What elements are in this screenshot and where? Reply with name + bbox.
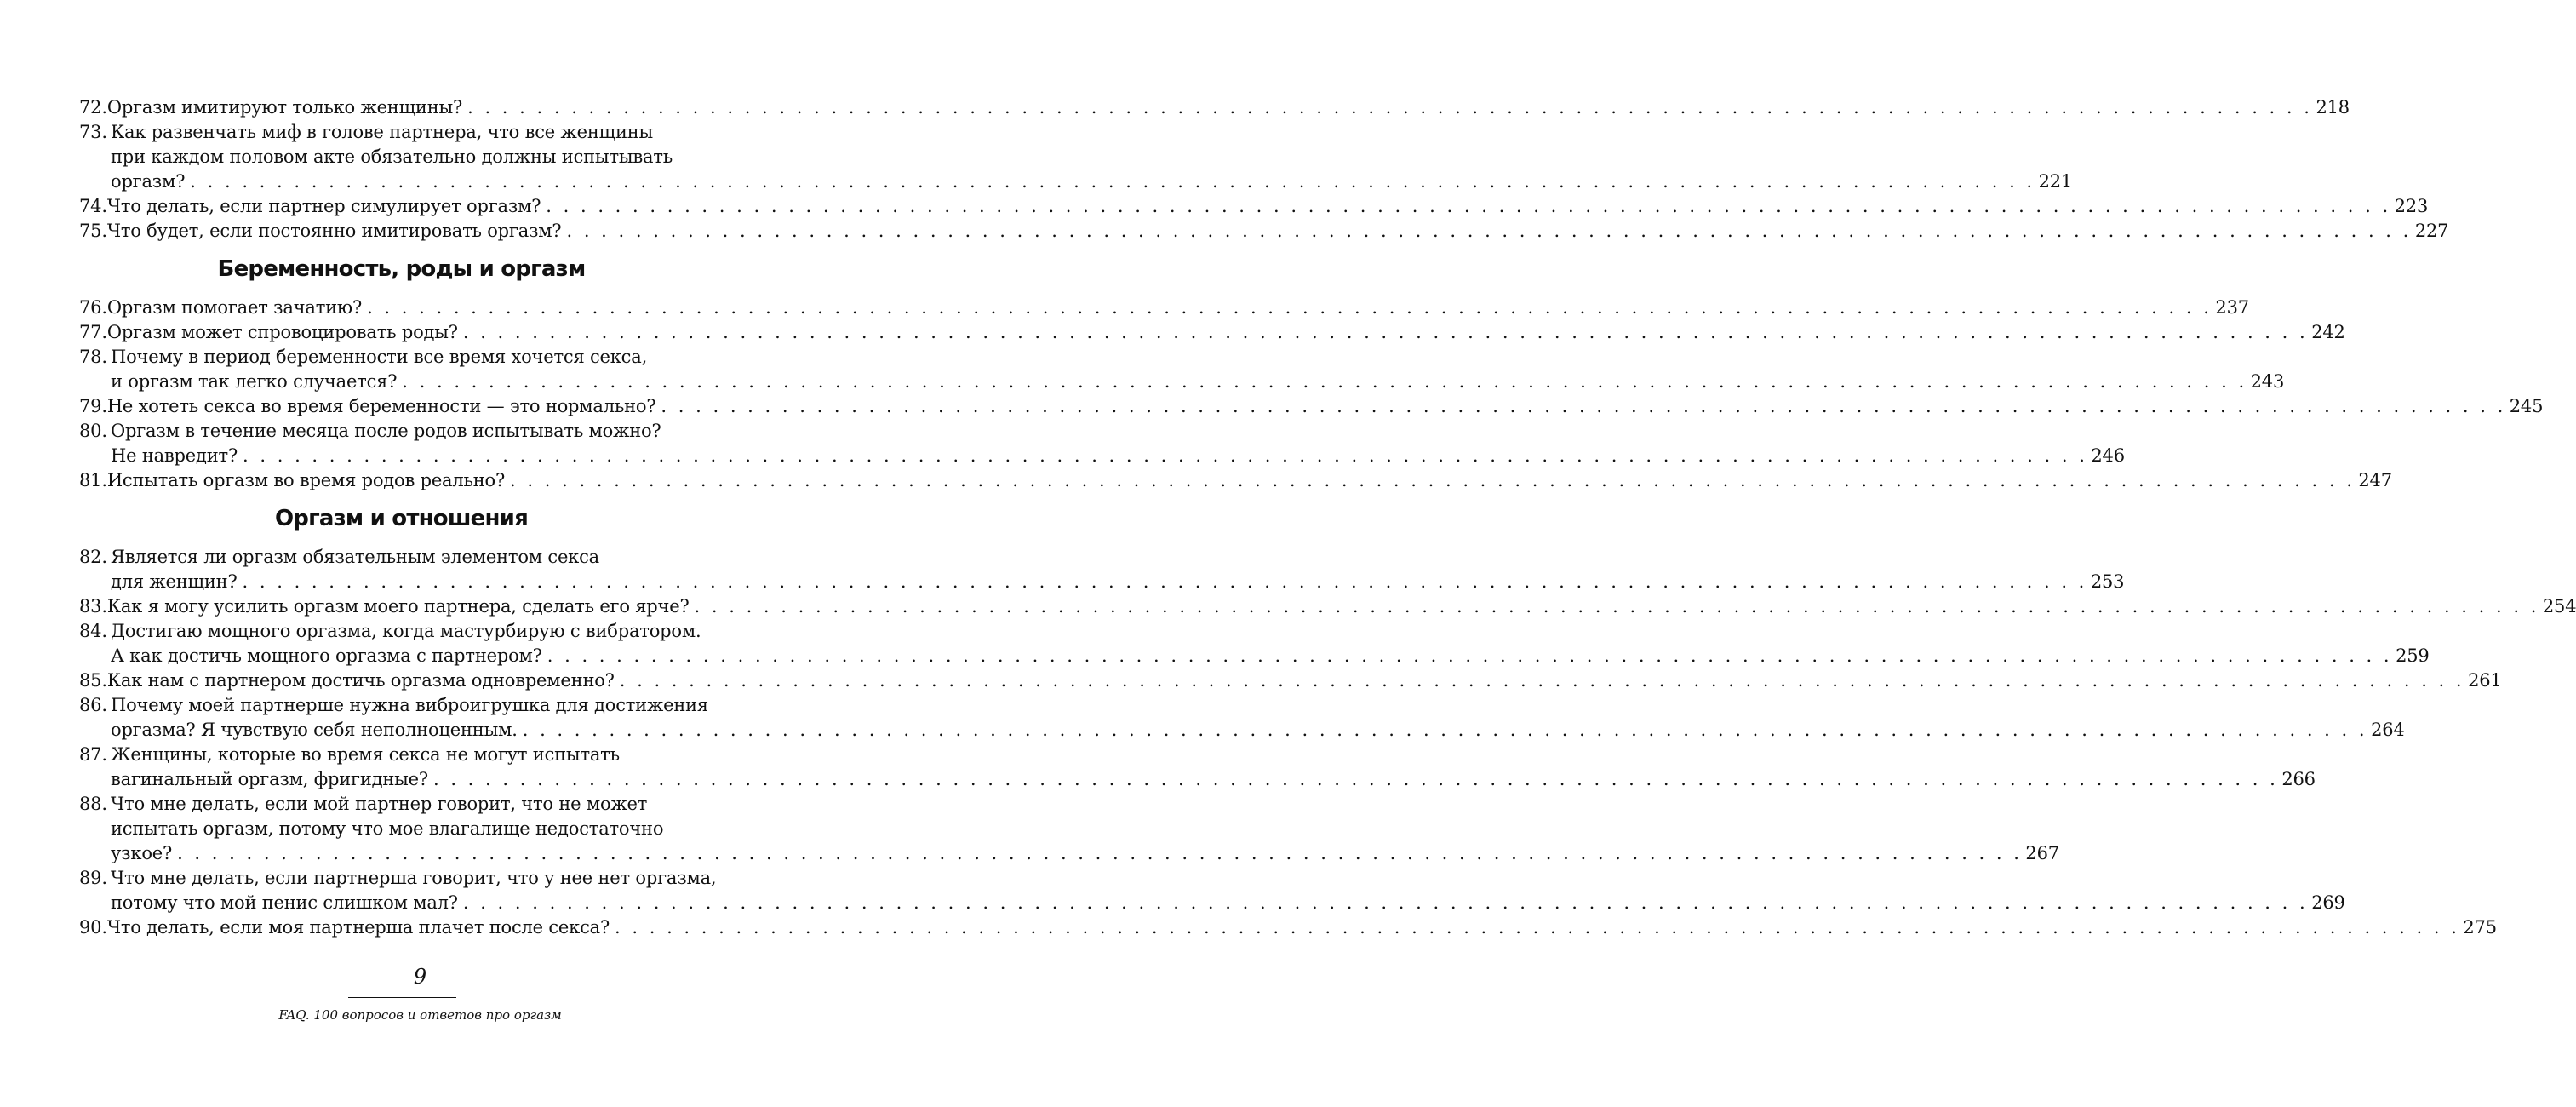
toc-entry-text: Почему в период беременности все время хочется секса, [111, 347, 648, 367]
toc-entry-text: Оргазм может спровоцировать роды? [106, 322, 458, 342]
toc-entry-page: 242 [2311, 322, 2345, 342]
toc-entry-text: Как я могу усилить оргазм моего партнера, сделать его ярче? [106, 596, 690, 617]
toc-entry-text: узкое? [111, 843, 173, 863]
toc-entry [79, 792, 2059, 866]
dot-leader [462, 95, 2316, 120]
toc-entry-text: оргазма? Я чувствую себя неполноценным. [111, 720, 518, 740]
toc-entry-number: 77. [79, 322, 107, 342]
toc-entry-page: 247 [2358, 470, 2392, 490]
dot-leader [172, 841, 2025, 866]
toc-entry-text: потому что мой пенис слишком мал? [111, 892, 458, 913]
toc-entry [79, 219, 2449, 244]
toc-entry-page: 254 [2542, 596, 2576, 617]
section-title-pregnancy: Беременность, роды и оргазм [217, 256, 586, 282]
toc-entry [79, 743, 2316, 792]
dot-leader [428, 767, 2281, 792]
toc-entry-text: Оргазм в течение месяца после родов испытывать можно? [111, 421, 661, 441]
toc-entry-number: 89. [79, 868, 107, 888]
toc-entry-text: Что делать, если партнер симулирует оргазм? [106, 196, 541, 216]
toc-entry-line [79, 817, 724, 841]
toc-entry [79, 693, 2405, 743]
toc-entry-line [79, 120, 724, 145]
toc-entry-final-line [79, 95, 2350, 120]
toc-entry-final-line [79, 219, 2449, 244]
toc-entry-final-line [79, 718, 2405, 743]
toc-entry-text: Как развенчать миф в голове партнера, что все женщины [111, 122, 654, 142]
toc-entry-page: 221 [2038, 171, 2073, 192]
dot-leader [397, 370, 2250, 394]
toc-entry-page: 275 [2463, 917, 2497, 938]
toc-entry [79, 295, 2249, 320]
toc-entry-text: Почему моей партнерше нужна виброигрушка для достижения [111, 695, 708, 715]
toc-entry-final-line [79, 668, 2502, 693]
toc-entry-final-line [79, 194, 2429, 219]
toc-entry-text: Что делать, если моя партнерша плачет после секса? [106, 917, 610, 938]
toc-entry-page: 223 [2394, 196, 2429, 216]
toc-entry [79, 619, 2430, 668]
toc-entry-text: Является ли оргазм обязательным элементом секса [111, 547, 599, 567]
toc-entry-page: 246 [2091, 445, 2125, 466]
toc-entry-number: 86. [79, 695, 107, 715]
toc-entry-text: Что будет, если постоянно имитировать оргазм? [106, 221, 562, 241]
toc-entry [79, 95, 2350, 120]
toc-entry-number: 81. [79, 470, 107, 490]
toc-entry [79, 594, 2576, 619]
toc-group-pregnancy [79, 295, 2544, 493]
dot-leader [610, 915, 2463, 940]
dot-leader [561, 219, 2414, 244]
toc-entry-number: 79. [79, 396, 107, 416]
toc-entry-page: 227 [2414, 221, 2449, 241]
toc-entry-line [79, 619, 724, 644]
toc-entry [79, 419, 2125, 468]
toc-entry [79, 545, 2125, 594]
toc-entry-page: 243 [2250, 371, 2285, 392]
toc-entry-text: Что мне делать, если партнерша говорит, что у нее нет оргазма, [111, 868, 717, 888]
dot-leader [655, 394, 2509, 419]
toc-entry-final-line [79, 915, 2497, 940]
toc-entry-final-line [79, 444, 2125, 468]
dot-leader [362, 295, 2215, 320]
toc-entry-text: Как нам с партнером достичь оргазма одновременно? [106, 670, 615, 691]
dot-leader [541, 194, 2394, 219]
toc-entry-final-line [79, 841, 2059, 866]
toc-entry-page: 237 [2215, 297, 2249, 318]
section-title-relationships: Оргазм и отношения [274, 506, 528, 531]
page-number: 9 [413, 965, 427, 989]
toc-entry-number: 75. [79, 221, 107, 241]
toc-entry-number: 82. [79, 547, 107, 567]
toc-entry-text: Испытать оргазм во время родов реально? [106, 470, 506, 490]
dot-leader [458, 891, 2311, 915]
toc-entry-page: 266 [2281, 769, 2316, 789]
toc-entry-number: 73. [79, 122, 107, 142]
toc-entry-number: 88. [79, 794, 107, 814]
toc-entry-page: 261 [2468, 670, 2502, 691]
toc-entry-page: 267 [2025, 843, 2059, 863]
dot-leader [505, 468, 2358, 493]
toc-entry-number: 72. [79, 97, 107, 118]
toc-entry-number: 87. [79, 744, 107, 765]
toc-entry-line [79, 545, 724, 570]
toc-entry-final-line [79, 891, 2345, 915]
toc-entry-text: Женщины, которые во время секса не могут испытать [111, 744, 620, 765]
toc-entry-final-line [79, 169, 2073, 194]
toc-entry-text: А как достичь мощного оргазма с партнером? [111, 645, 542, 666]
dot-leader [238, 570, 2091, 594]
toc-entry-line [79, 693, 724, 718]
toc-entry-text: Не хотеть секса во время беременности — это нормально? [106, 396, 656, 416]
toc-entry [79, 668, 2502, 693]
toc-group-relationships [79, 545, 2576, 940]
toc-entry [79, 345, 2285, 394]
dot-leader [238, 444, 2091, 468]
toc-entry-number: 85. [79, 670, 107, 691]
toc-entry-final-line [79, 594, 2576, 619]
toc-entry-page: 245 [2509, 396, 2544, 416]
toc-entry-line [79, 145, 724, 169]
toc-entry-final-line [79, 767, 2316, 792]
table-of-contents [79, 95, 2576, 940]
toc-entry-page: 264 [2371, 720, 2405, 740]
toc-entry-number: 78. [79, 347, 107, 367]
toc-entry-number: 83. [79, 596, 107, 617]
toc-entry-number: 76. [79, 297, 107, 318]
toc-entry [79, 394, 2544, 419]
toc-entry-line [79, 345, 724, 370]
toc-entry-text: вагинальный оргазм, фригидные? [111, 769, 428, 789]
toc-entry-final-line [79, 394, 2544, 419]
toc-entry [79, 915, 2497, 940]
toc-entry-text: Достигаю мощного оргазма, когда мастурбирую с вибратором. [111, 621, 701, 641]
toc-entry [79, 194, 2429, 219]
toc-group-faking [79, 95, 2449, 244]
toc-entry-number: 90. [79, 917, 107, 938]
toc-entry-text: испытать оргазм, потому что мое влагалище недостаточно [111, 818, 664, 839]
toc-entry-text: Оргазм имитируют только женщины? [106, 97, 463, 118]
toc-entry-final-line [79, 370, 2285, 394]
toc-entry-text: при каждом половом акте обязательно должны испытывать [111, 146, 673, 167]
toc-entry-line [79, 866, 724, 891]
toc-entry-line [79, 743, 724, 767]
footer-divider [348, 997, 456, 998]
toc-entry-final-line [79, 468, 2392, 493]
dot-leader [458, 320, 2311, 345]
dot-leader [615, 668, 2468, 693]
toc-entry-text: Оргазм помогает зачатию? [106, 297, 363, 318]
toc-entry [79, 320, 2345, 345]
dot-leader [542, 644, 2396, 668]
toc-entry-number: 80. [79, 421, 107, 441]
toc-entry-final-line [79, 320, 2345, 345]
toc-entry [79, 120, 2073, 194]
toc-entry-number: 74. [79, 196, 107, 216]
dot-leader [518, 718, 2371, 743]
toc-entry-line [79, 792, 724, 817]
toc-entry-final-line [79, 295, 2249, 320]
dot-leader [185, 169, 2038, 194]
toc-entry-text: Не навредит? [111, 445, 238, 466]
toc-entry [79, 866, 2345, 915]
toc-entry-text: оргазм? [111, 171, 186, 192]
toc-entry-page: 259 [2396, 645, 2430, 666]
toc-entry-text: Что мне делать, если мой партнер говорит, что не может [111, 794, 648, 814]
toc-entry-final-line [79, 570, 2125, 594]
toc-entry-page: 218 [2316, 97, 2350, 118]
toc-entry-text: и оргазм так легко случается? [111, 371, 398, 392]
running-title: FAQ. 100 вопросов и ответов про оргазм [278, 1007, 562, 1023]
toc-entry-number: 84. [79, 621, 107, 641]
toc-entry-final-line [79, 644, 2430, 668]
toc-entry-page: 253 [2090, 571, 2125, 592]
toc-entry [79, 468, 2392, 493]
toc-entry-line [79, 419, 724, 444]
toc-entry-page: 269 [2311, 892, 2345, 913]
dot-leader [690, 594, 2543, 619]
toc-entry-text: для женщин? [111, 571, 238, 592]
